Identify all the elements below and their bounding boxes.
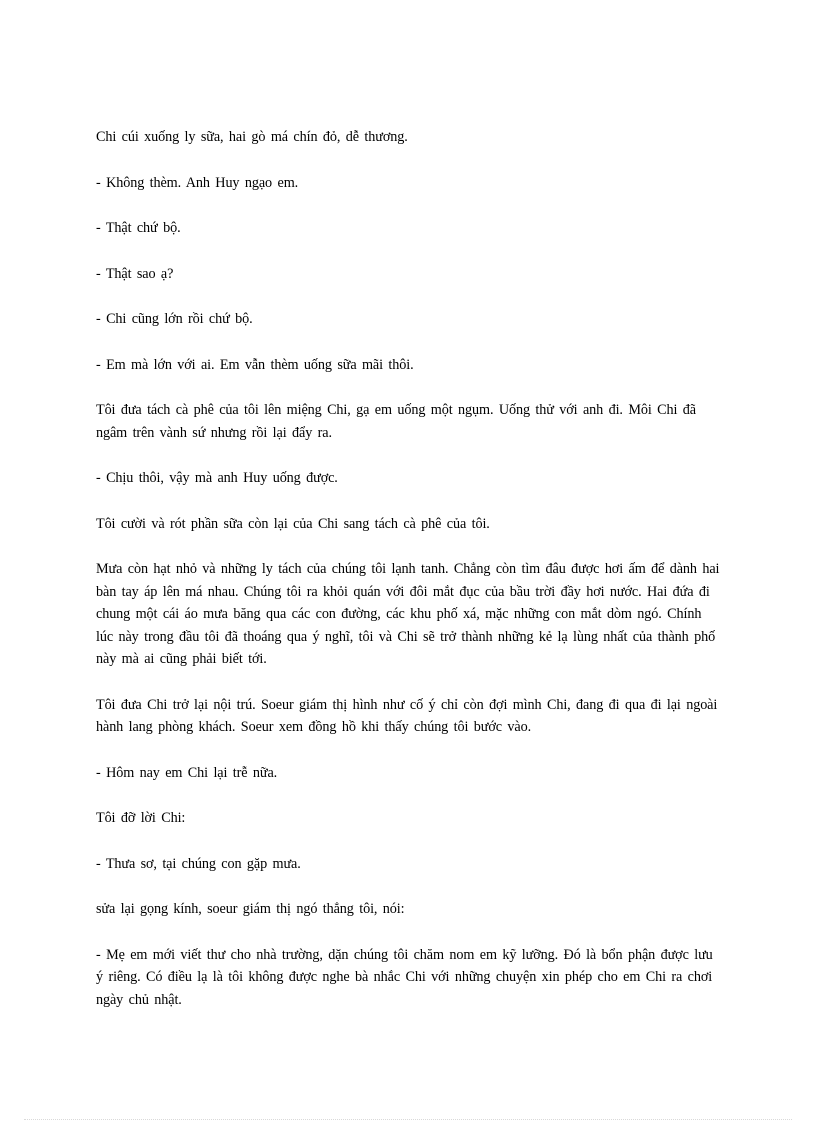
paragraph-2: - Không thèm. Anh Huy ngạo em. — [96, 174, 299, 191]
paragraph-8: - Chịu thôi, vậy mà anh Huy uống được. — [96, 470, 338, 486]
document-body — [96, 126, 721, 1034]
paragraph-15: sửa lại gọng kính, soeur giám thị ngó thẳng tôi, nói: — [96, 901, 405, 917]
paragraph-7: Tôi đưa tách cà phê của tôi lên miệng Chi, gạ em uống một ngụm. Uống thử với anh đi. Môi Chi đã ngâm trên vành sứ nhưng rồi lại đẩy ra. — [96, 402, 696, 441]
paragraph-12: - Hôm nay em Chi lại trễ nữa. — [96, 764, 278, 781]
paragraph-4: - Thật sao ạ? — [96, 265, 174, 282]
paragraph-1: Chi cúi xuống ly sữa, hai gò má chín đỏ, dễ thương. — [96, 129, 408, 145]
paragraph-6: - Em mà lớn với ai. Em vẫn thèm uống sữa mãi thôi. — [96, 356, 414, 373]
paragraph-14: - Thưa sơ, tại chúng con gặp mưa. — [96, 855, 301, 872]
paragraph-13: Tôi đỡ lời Chi: — [96, 810, 186, 826]
paragraph-11: Tôi đưa Chi trở lại nội trú. Soeur giám thị hình như cố ý chỉ còn đợi mình Chi, đang đi qua đi lại ngoài hành lang phòng khách. Soeur xem đồng hồ khi thấy chúng tôi bước vào. — [96, 696, 718, 735]
paragraph-10: Mưa còn hạt nhỏ và những ly tách của chúng tôi lạnh tanh. Chẳng còn tìm đâu được hơi ấm để dành hai bàn tay áp lên má nhau. Chúng tôi ra khỏi quán với đôi mắt đục của bầu trời đầy hơi nước. Hai đứa đi chung một cái áo mưa băng qua các con đường, các khu phố xá, mặc những con mắt dòm ngó. Chính lúc này trong đầu tôi đã thoáng qua ý nghĩ, tôi và Chi sẽ trở thành những kẻ lạ lùng nhất của thành phố này mà ai cũng phải biết tới. — [96, 561, 720, 667]
paragraph-9: Tôi cười và rót phần sữa còn lại của Chi sang tách cà phê của tôi. — [96, 515, 490, 532]
paragraph-5: - Chi cũng lớn rồi chứ bộ. — [96, 311, 253, 327]
paragraph-16: - Mẹ em mới viết thư cho nhà trường, dặn chúng tôi chăm nom em kỹ lưỡng. Đó là bổn phận được lưu ý riêng. Có điều lạ là tôi không được nghe bà nhắc Chi với những chuyện xin phép cho em Chi ra chơi ngày chủ nhật. — [96, 946, 713, 1008]
page-bottom-divider — [24, 1119, 792, 1120]
paragraph-3: - Thật chứ bộ. — [96, 220, 181, 236]
